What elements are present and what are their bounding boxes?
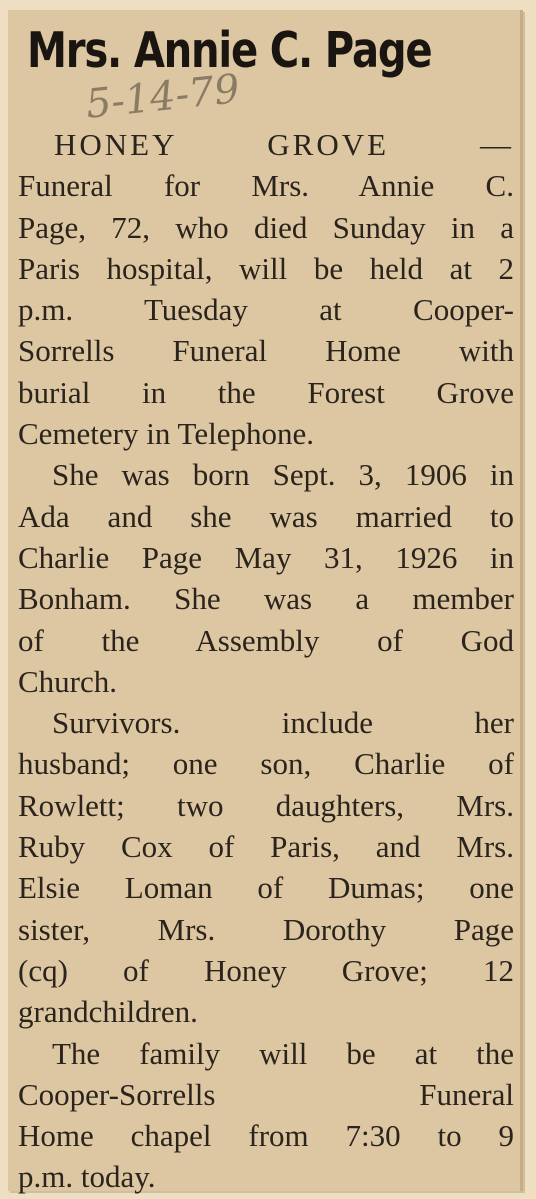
text-line: Ruby Cox of Paris, and Mrs. [18,829,514,865]
text-line: Page, 72, who died Sunday in a [18,209,514,245]
obituary-body [18,124,514,1198]
text-line: Sorrells Funeral Home with [18,333,514,369]
text-line: husband; one son, Charlie of [18,746,514,782]
text-line: Home chapel from 7:30 to 9 [18,1118,514,1154]
text-line: burial in the Forest Grove [18,374,514,410]
text-line: Elsie Loman of Dumas; one [18,870,514,906]
text-line: Rowlett; two daughters, Mrs. [18,787,514,823]
text-line: The family will be at the [52,1035,514,1071]
text-line: p.m. today. [18,1159,156,1195]
handwritten-date: 5-14-79 [83,65,242,128]
text-line: sister, Mrs. Dorothy Page [18,911,514,947]
text-line: (cq) of Honey Grove; 12 [18,952,514,988]
text-line: Paris hospital, will be held at 2 [18,250,514,286]
text-line: Survivors. include her [52,705,514,741]
text-line: grandchildren. [18,994,198,1030]
text-line: Charlie Page May 31, 1926 in [18,539,514,575]
text-line: Ada and she was married to [18,498,514,534]
obituary-headline: Mrs. Annie C. Page [27,22,432,79]
dateline: HONEY GROVE — [54,127,514,162]
text-line: Church. [18,663,118,699]
text-line: Funeral for Mrs. Annie C. [18,168,514,204]
text-line: Bonham. She was a member [18,581,514,617]
text-line: Cooper-Sorrells Funeral [18,1076,514,1112]
text-line: She was born Sept. 3, 1906 in [52,457,514,493]
text-line: p.m. Tuesday at Cooper- [18,292,514,328]
text-line: Cemetery in Telephone. [18,416,314,452]
text-line: of the Assembly of God [18,622,514,658]
